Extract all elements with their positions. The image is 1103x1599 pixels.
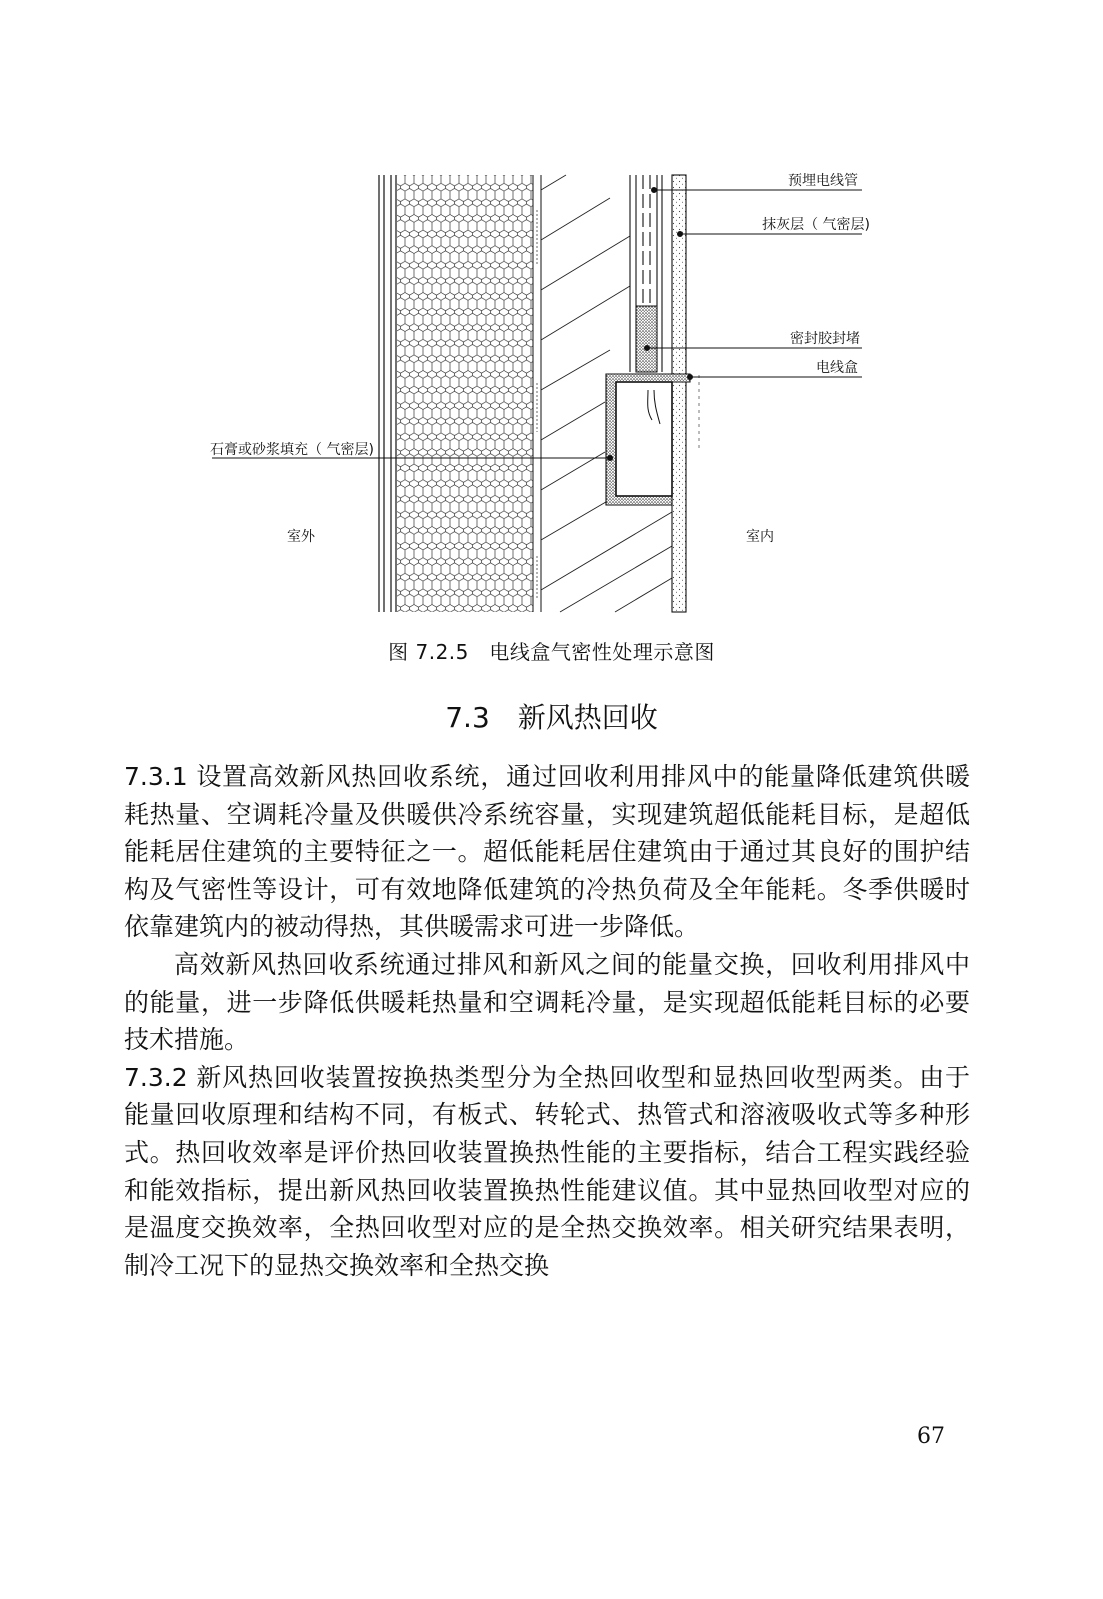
figure-caption: 图 7.2.5 电线盒气密性处理示意图 — [388, 640, 715, 664]
insulation-layer — [397, 175, 533, 612]
exterior-finish-layers — [379, 175, 396, 612]
sealant-plug — [636, 306, 657, 372]
paragraph: 7.3.1 设置高效新风热回收系统，通过回收利用排风中的能量降低建筑供暖耗热量、空调耗冷量及供暖供冷系统容量，实现建筑超低能耗目标，是超低能耗居住建筑的主要特征之一。超低能耗居住建筑由于通过其良好的围护结构及气密性等设计，可有效地降低建筑的冷热负荷及全年能耗。冬季供暖时依靠建筑内的被动得热，其供暖需求可进一步降低。 — [124, 762, 970, 942]
plaster-layer — [672, 175, 686, 612]
paragraph: 7.3.2 新风热回收装置按换热类型分为全热回收型和显热回收型两类。由于能量回收原理和结构不同，有板式、转轮式、热管式和溶液吸收式等多种形式。热回收效率是评价热回收装置换热性能的主要指标，结合工程实践经验和能效指标，提出新风热回收装置换热性能建议值。其中显热回收型对应的是温度交换效率，全热回收型对应的是全热交换效率。相关研究结果表明，制冷工况下的显热交换效率和全热交换 — [124, 1062, 970, 1280]
label-conduit: 预埋电线管 — [788, 173, 858, 189]
airtightness-detail-drawing — [0, 0, 1103, 630]
label-sealant: 密封胶封堵 — [790, 331, 860, 347]
label-box: 电线盒 — [816, 360, 858, 376]
paragraph: 高效新风热回收系统通过排风和新风之间的能量交换，回收利用排风中的能量，进一步降低供暖耗热量和空调耗冷量，是实现超低能耗目标的必要技术措施。 — [124, 949, 970, 1055]
electrical-box — [616, 382, 672, 496]
body-text — [124, 758, 970, 1284]
label-indoor: 室内 — [746, 529, 774, 545]
section-title: 7.3 新风热回收 — [445, 701, 658, 734]
label-plaster: 抹灰层（ 气密层) — [762, 217, 870, 233]
label-fill: 石膏或砂浆填充（ 气密层) — [210, 442, 374, 458]
page-number: 67 — [917, 1424, 945, 1449]
label-outdoor: 室外 — [287, 529, 315, 545]
